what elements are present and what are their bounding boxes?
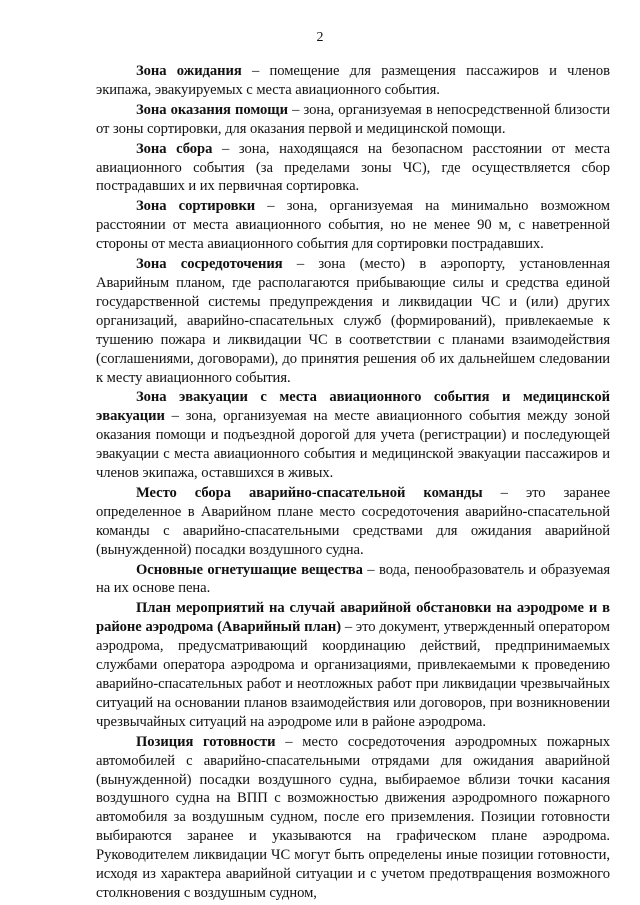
definition-term: Основные огнетушащие вещества: [136, 561, 363, 578]
definition-zone-assistance: [96, 101, 610, 139]
definition-zone-concentration: [96, 255, 610, 387]
definition-term: Позиция готовности: [136, 733, 276, 750]
page-number: 2: [316, 30, 324, 45]
document-body: [96, 62, 610, 904]
definition-zone-sorting: [96, 197, 610, 254]
definition-text: – зона (место) в аэропорту, установленная Аварийным планом, где располагаются прибывающие силы и средства единой государственной системы предупреждения и ликвидации ЧС и (или) других организаций, аварийно-спасательных служб (формирований), привлекаемые к тушению пожара и ликвидации ЧС в соответствии с планами взаимодействия (соглашениями, договорами), до принятия решения об их дальнейшем следовании к месту авиационного события.: [96, 256, 610, 386]
definition-extinguishing-agents: [96, 561, 610, 599]
definition-text: – это документ, утвержденный оператором аэродрома, предусматривающий координацию действий, предпринимаемых службами оператора аэродрома и организациями, привлекаемыми к проведению аварийно-спасательных работ и неотложных работ при ликвидации чрезвычайных ситуаций на основании планов взаимодействия или договоров, при возникновении чрезвычайных ситуаций на аэродроме или в районе аэродрома.: [96, 619, 610, 730]
definition-text: – место сосредоточения аэродромных пожарных автомобилей с аварийно-спасательными отрядами для ожидания аварийной (вынужденной) посадки воздушного судна, выбираемое вблизи точки касания воздушного судна на ВПП с возможностью движения аэродромного пожарного автомобиля за воздушным судном, после его приземления. Позиции готовности выбираются заранее и указываются на графическом плане аэродрома. Руководителем ликвидации ЧС могут быть определены иные позиции готовности, исходя из характера аварийной ситуации и с учетом предотвращения возможного столкновения с воздушным судном,: [96, 733, 611, 901]
definition-zone-waiting: [96, 62, 610, 100]
definition-term: Место сбора аварийно-спасательной команды: [136, 484, 483, 501]
definition-term: Зона сбора: [136, 140, 213, 157]
definition-standby-position: [96, 733, 610, 903]
definition-term: Зона сортировки: [136, 198, 256, 215]
definition-rescue-team-assembly: [96, 484, 610, 560]
definition-zone-evacuation: [96, 388, 610, 483]
definition-text: – зона, организуемая на месте авиационного события между зоной оказания помощи и подъездной дорогой для учета (регистрации) и последующей эвакуации с места авиационного события и медицинской эвакуации пассажиров и членов экипажа, оставшихся в живых.: [96, 408, 610, 482]
definition-text: – зона, организуемая на минимально возможном расстоянии от места авиационного события, но не менее 90 м, с наветренной стороны от места авиационного события для сортировки пострадавших.: [96, 198, 610, 253]
definition-text: – зона, организуемая в непосредственной близости от зоны сортировки, для оказания первой и медицинской помощи.: [96, 101, 610, 137]
definition-term: Зона эвакуации с места авиационного события и медицинской эвакуации: [96, 389, 610, 425]
definition-text: – это заранее определенное в Аварийном плане место сосредоточения аварийно-спасательной команды с аварийно-спасательными средствами для ожидания аварийной (вынужденной) посадки воздушного судна.: [96, 484, 610, 558]
definition-text: – зона, находящаяся на безопасном расстоянии от места авиационного события (за пределами зоны ЧС), где осуществляется сбор пострадавших и их первичная сортировка.: [96, 140, 611, 195]
definition-term: План мероприятий на случай аварийной обстановки на аэродроме и в районе аэродрома (Аварийный план): [96, 600, 610, 636]
definition-text: – вода, пенообразователь и образуемая на их основе пена.: [96, 561, 610, 597]
definition-term: Зона оказания помощи: [136, 101, 288, 118]
definition-term: Зона ожидания: [136, 63, 242, 79]
definition-term: Зона сосредоточения: [136, 256, 283, 273]
definition-emergency-plan: [96, 599, 610, 731]
definition-text: – помещение для размещения пассажиров и членов экипажа, эвакуируемых с места авиационного события.: [96, 63, 610, 98]
definition-zone-collection: [96, 140, 610, 197]
